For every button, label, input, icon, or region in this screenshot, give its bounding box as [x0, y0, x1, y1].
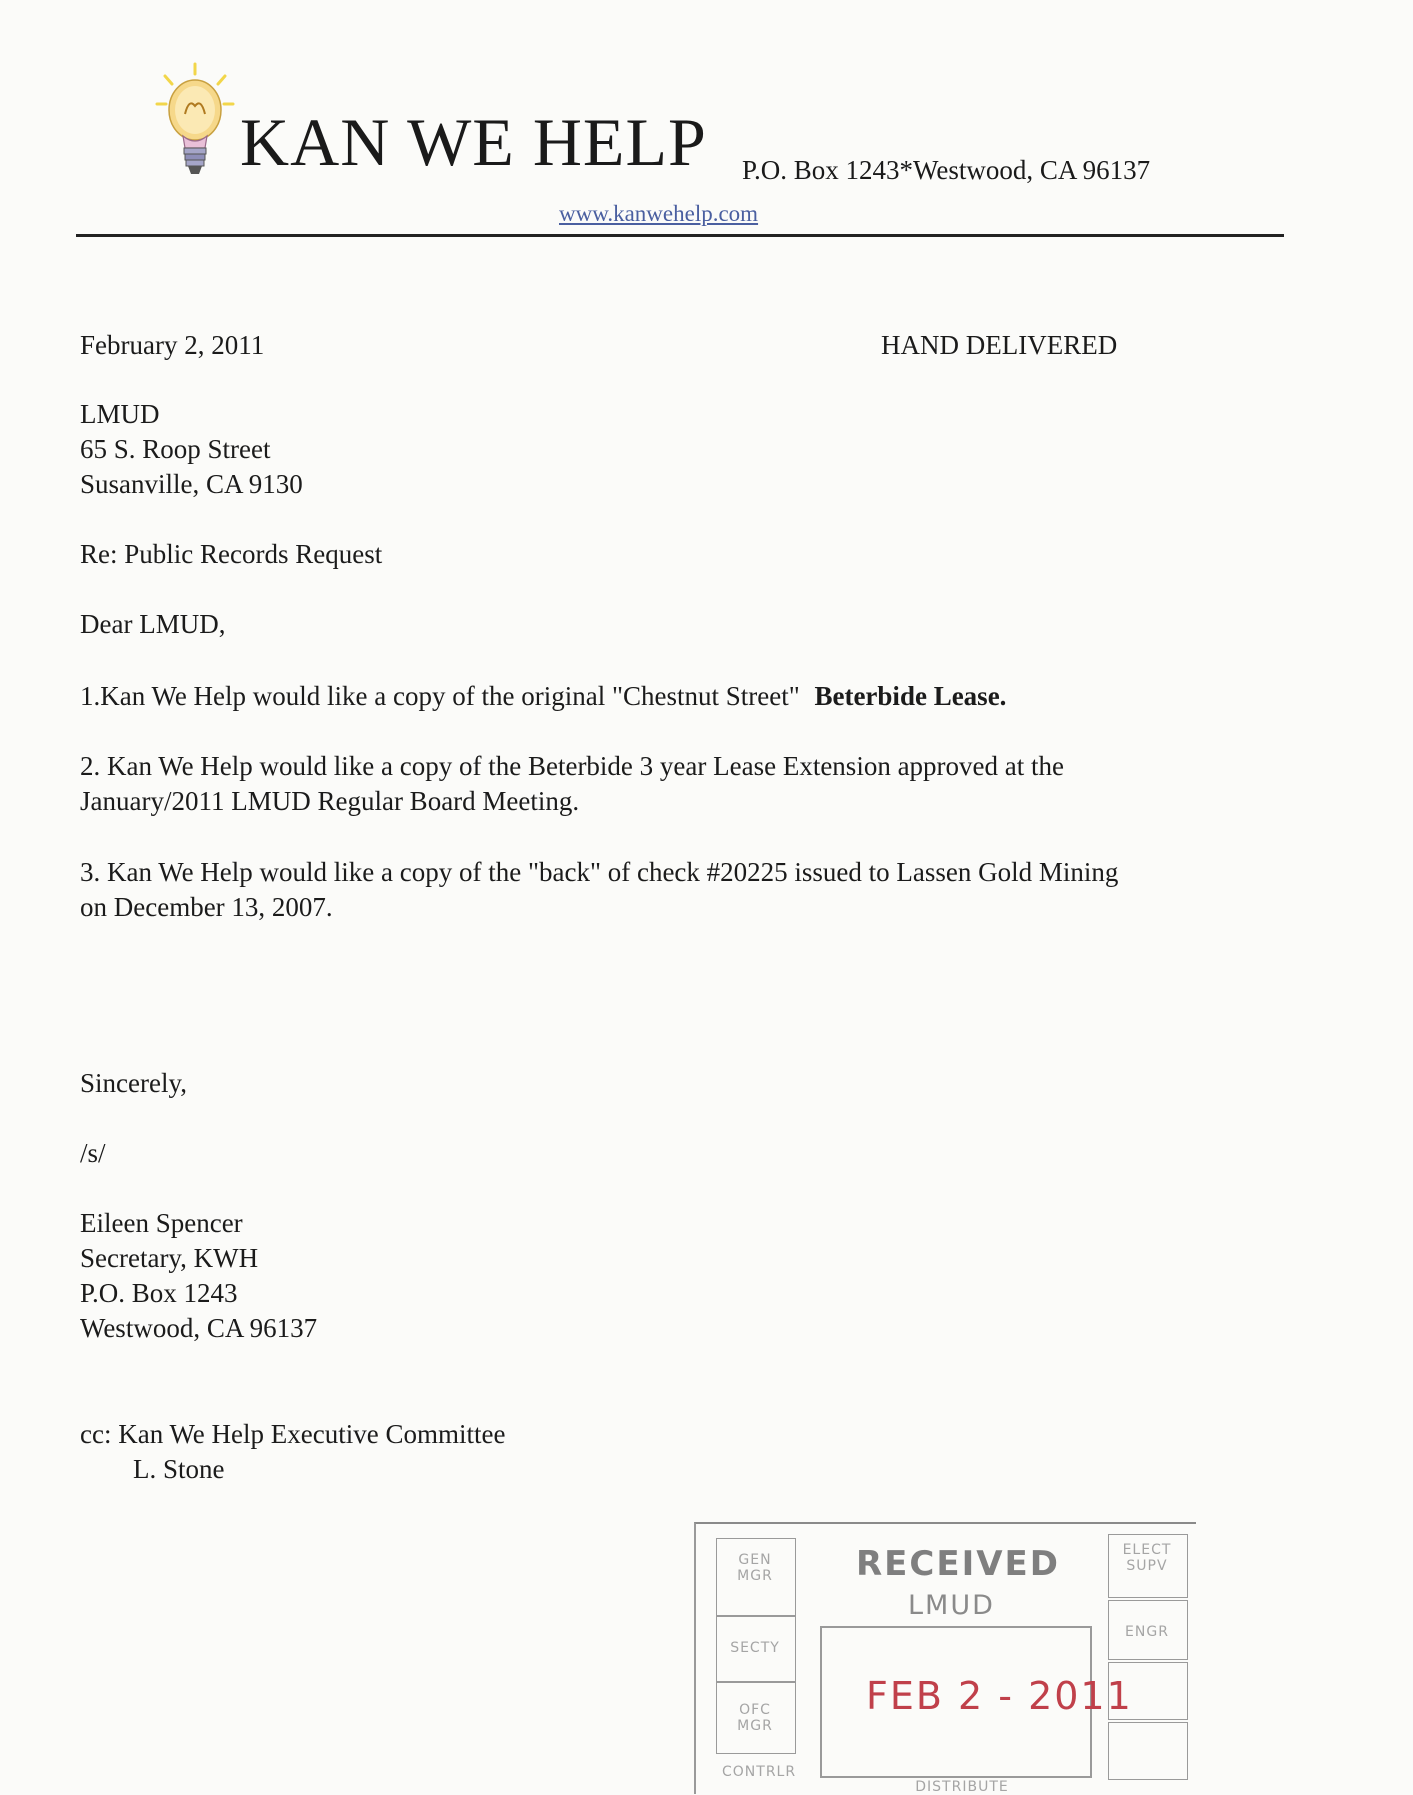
request-item-1-text: 1.Kan We Help would like a copy of the original "Chestnut Street" — [80, 681, 800, 711]
stamp-label: ENGR — [1125, 1624, 1169, 1640]
letter-date: February 2, 2011 — [80, 330, 265, 360]
signer-line: Westwood, CA 96137 — [80, 1313, 318, 1343]
cc-line: L. Stone — [133, 1454, 225, 1484]
lightbulb-icon — [155, 62, 235, 180]
signer-line: Eileen Spencer — [80, 1208, 243, 1238]
stamp-received-text: RECEIVED — [856, 1544, 1060, 1584]
stamp-cell — [1108, 1662, 1188, 1720]
request-item-1-emphasis: Beterbide Lease. — [814, 681, 1007, 711]
request-item-1 — [80, 679, 1006, 714]
closing: Sincerely, — [80, 1068, 187, 1098]
header-divider — [76, 234, 1284, 237]
request-item-2-line: January/2011 LMUD Regular Board Meeting. — [80, 786, 580, 816]
subject-line: Re: Public Records Request — [80, 539, 383, 569]
stamp-label: ELECT SUPV — [1122, 1542, 1172, 1574]
stamp-label: SECTY — [730, 1640, 780, 1656]
org-address: P.O. Box 1243*Westwood, CA 96137 — [742, 155, 1151, 185]
recipient-line: 65 S. Roop Street — [80, 434, 271, 464]
stamp-label: CONTRLR — [722, 1764, 797, 1780]
stamp-label: GEN MGR — [737, 1552, 773, 1584]
org-name: KAN WE HELP — [240, 104, 707, 180]
received-stamp — [694, 1522, 1196, 1794]
signature: /s/ — [80, 1138, 106, 1168]
request-item-3-line: 3. Kan We Help would like a copy of the "back" of check #20225 issued to Lassen Gold Mining — [80, 857, 1119, 887]
stamp-label: DISTRIBUTE — [915, 1779, 1009, 1795]
request-item-3-line: on December 13, 2007. — [80, 892, 333, 922]
signer-line: Secretary, KWH — [80, 1243, 259, 1273]
stamp-label: OFC MGR — [737, 1702, 773, 1734]
cc-line: cc: Kan We Help Executive Committee — [80, 1419, 506, 1449]
org-website-link[interactable]: www.kanwehelp.com — [559, 201, 759, 226]
delivery-method: HAND DELIVERED — [881, 330, 1118, 360]
request-item-2-line: 2. Kan We Help would like a copy of the Beterbide 3 year Lease Extension approved at the — [80, 751, 1064, 781]
stamp-org-text: LMUD — [908, 1590, 995, 1621]
salutation: Dear LMUD, — [80, 609, 226, 639]
recipient-line: Susanville, CA 9130 — [80, 469, 303, 499]
signer-line: P.O. Box 1243 — [80, 1278, 238, 1308]
stamp-cell — [1108, 1722, 1188, 1780]
recipient-line: LMUD — [80, 399, 160, 429]
stamp-date: FEB 2 - 2011 — [866, 1674, 1133, 1718]
